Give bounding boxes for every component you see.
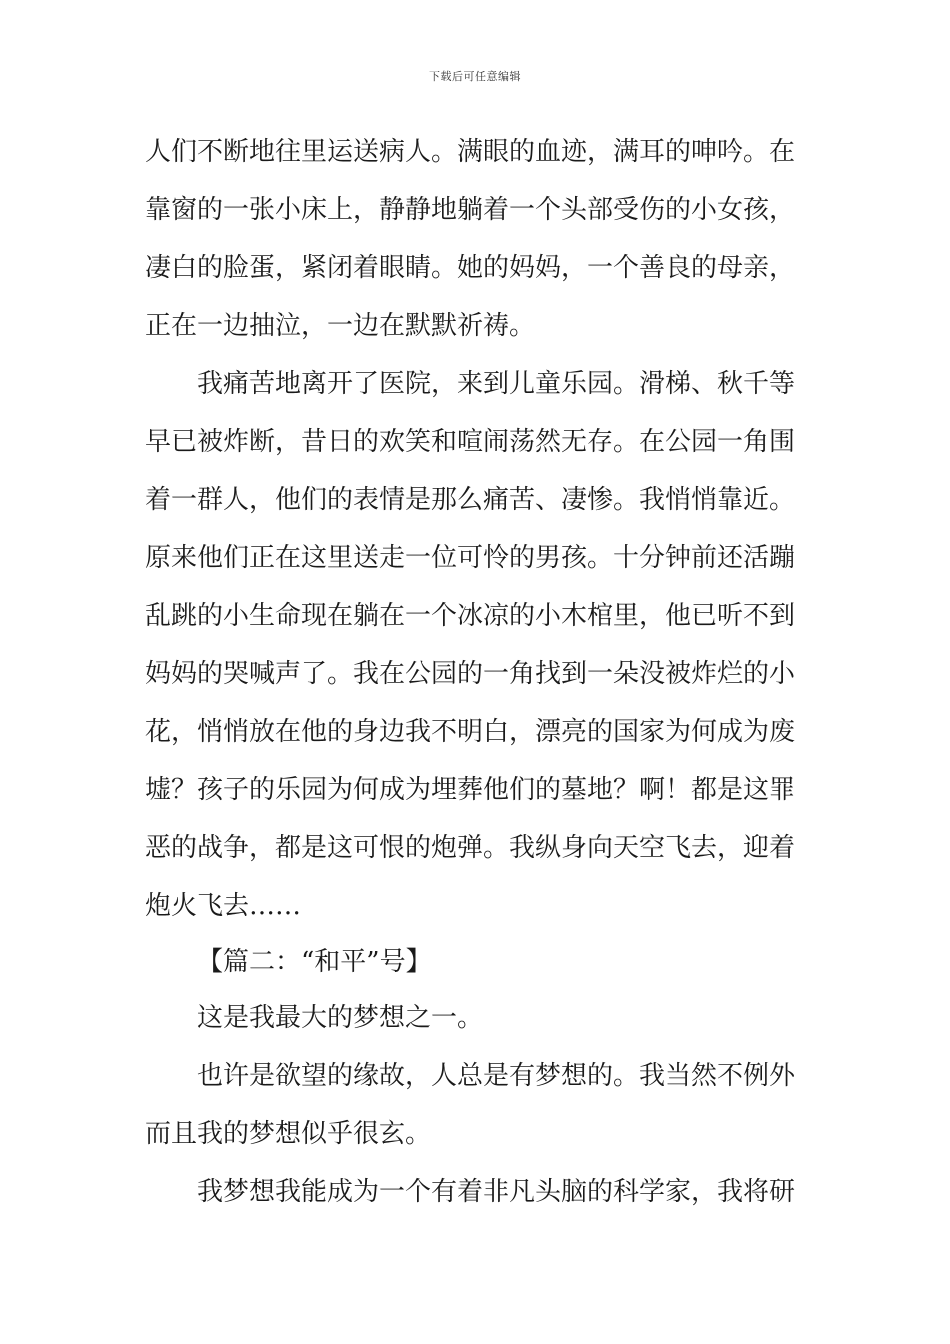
text-line: 炮火飞去…… xyxy=(145,891,302,921)
text-line: 恶的战争，都是这可恨的炮弹。我纵身向天空飞去，迎着 xyxy=(145,833,796,863)
text-line: 这是我最大的梦想之一。 xyxy=(197,1003,484,1033)
text-line: 乱跳的小生命现在躺在一个冰凉的小木棺里，他已听不到 xyxy=(145,601,796,631)
text-line: 凄白的脸蛋，紧闭着眼睛。她的妈妈，一个善良的母亲， xyxy=(145,253,796,283)
text-line: 也许是欲望的缘故，人总是有梦想的。我当然不例外 xyxy=(197,1061,796,1091)
text-line: 靠窗的一张小床上，静静地躺着一个头部受伤的小女孩， xyxy=(145,195,796,225)
text-line: 妈妈的哭喊声了。我在公园的一角找到一朵没被炸烂的小 xyxy=(145,659,796,689)
text-line: 正在一边抽泣，一边在默默祈祷。 xyxy=(145,311,536,341)
text-line: 花，悄悄放在他的身边我不明白，漂亮的国家为何成为废 xyxy=(145,717,796,747)
text-line: 着一群人，他们的表情是那么痛苦、凄惨。我悄悄靠近。 xyxy=(145,485,796,515)
text-line: 早已被炸断，昔日的欢笑和喧闹荡然无存。在公园一角围 xyxy=(145,427,796,457)
text-line: 人们不断地往里运送病人。满眼的血迹，满耳的呻吟。在 xyxy=(145,137,796,167)
text-line: 而且我的梦想似乎很玄。 xyxy=(145,1119,432,1149)
page-header: 下载后可任意编辑 xyxy=(429,70,521,83)
text-line: 墟？孩子的乐园为何成为埋葬他们的墓地？啊！都是这罪 xyxy=(145,775,796,805)
text-line: 我梦想我能成为一个有着非凡头脑的科学家，我将研 xyxy=(197,1177,796,1207)
section-heading: 【篇二：“和平”号】 xyxy=(197,947,432,977)
text-line: 原来他们正在这里送走一位可怜的男孩。十分钟前还活蹦 xyxy=(145,543,796,573)
text-line: 我痛苦地离开了医院，来到儿童乐园。滑梯、秋千等 xyxy=(197,369,796,399)
